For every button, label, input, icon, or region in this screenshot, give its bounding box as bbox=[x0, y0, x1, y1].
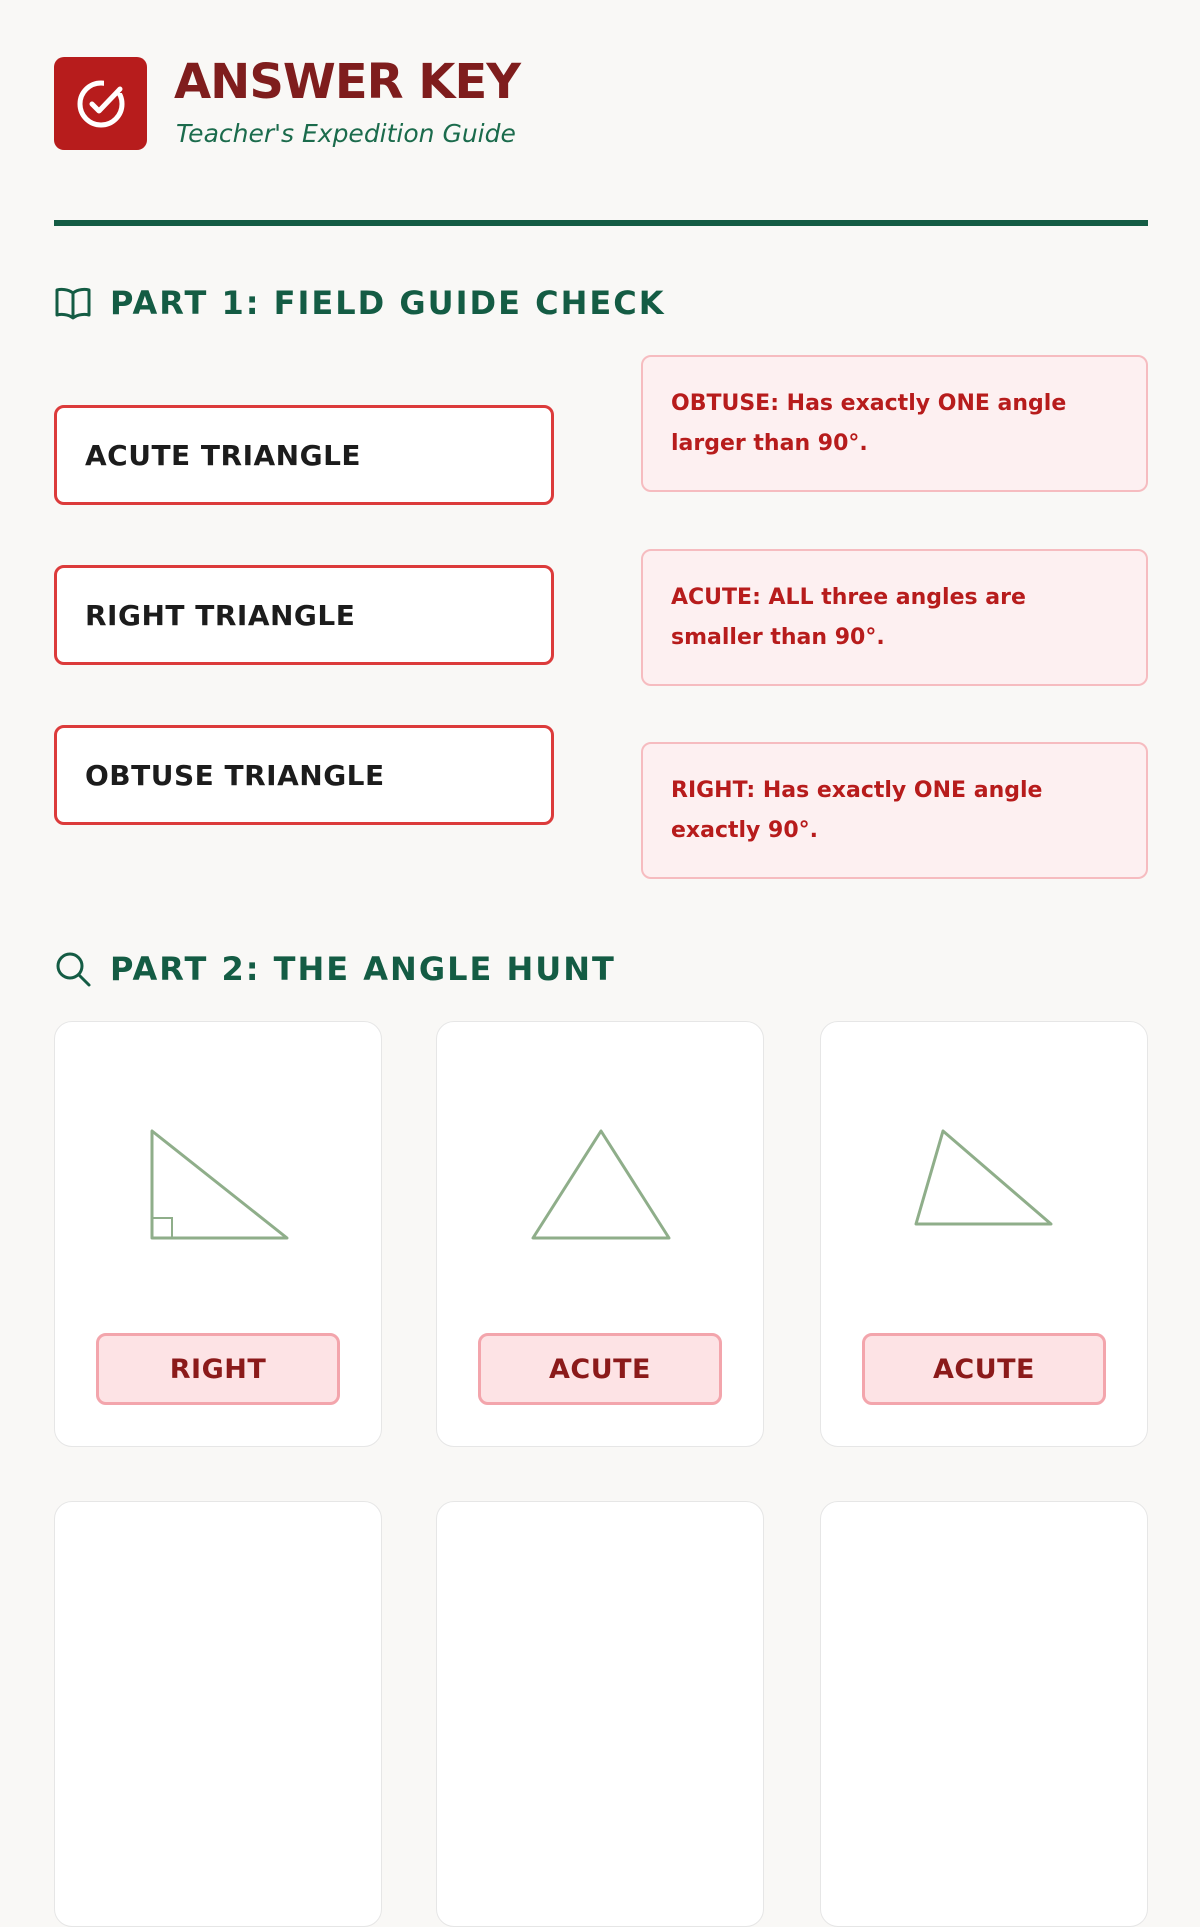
logo bbox=[54, 57, 147, 150]
answer-label: RIGHT bbox=[96, 1333, 340, 1405]
definition-box-obtuse[interactable]: OBTUSE: Has exactly ONE angle larger than 90°. bbox=[641, 355, 1148, 492]
page-title: ANSWER KEY bbox=[174, 54, 521, 110]
book-open-icon bbox=[54, 286, 92, 320]
acute-triangle-figure bbox=[437, 1022, 765, 1322]
header-divider bbox=[54, 220, 1148, 226]
definition-box-right[interactable]: RIGHT: Has exactly ONE angle exactly 90°. bbox=[641, 742, 1148, 879]
part2-heading bbox=[54, 950, 616, 988]
term-box-obtuse[interactable]: OBTUSE TRIANGLE bbox=[54, 725, 554, 825]
angle-card bbox=[54, 1501, 382, 1927]
answer-label: ACUTE bbox=[478, 1333, 722, 1405]
definition-box-acute[interactable]: ACUTE: ALL three angles are smaller than 90°. bbox=[641, 549, 1148, 686]
angle-card bbox=[436, 1021, 764, 1447]
part1-heading bbox=[54, 284, 666, 322]
angle-card bbox=[54, 1021, 382, 1447]
page-subtitle: Teacher's Expedition Guide bbox=[176, 119, 516, 148]
angle-card bbox=[820, 1501, 1148, 1927]
answer-label: ACUTE bbox=[862, 1333, 1106, 1405]
part1-heading-text: PART 1: FIELD GUIDE CHECK bbox=[110, 284, 666, 322]
part2-heading-text: PART 2: THE ANGLE HUNT bbox=[110, 950, 616, 988]
angle-card bbox=[436, 1501, 764, 1927]
term-box-acute[interactable]: ACUTE TRIANGLE bbox=[54, 405, 554, 505]
search-icon bbox=[54, 950, 92, 988]
check-circle-icon bbox=[74, 77, 128, 131]
acute-triangle-figure bbox=[821, 1022, 1149, 1322]
term-box-right[interactable]: RIGHT TRIANGLE bbox=[54, 565, 554, 665]
angle-card bbox=[820, 1021, 1148, 1447]
right-triangle-figure bbox=[55, 1022, 383, 1322]
